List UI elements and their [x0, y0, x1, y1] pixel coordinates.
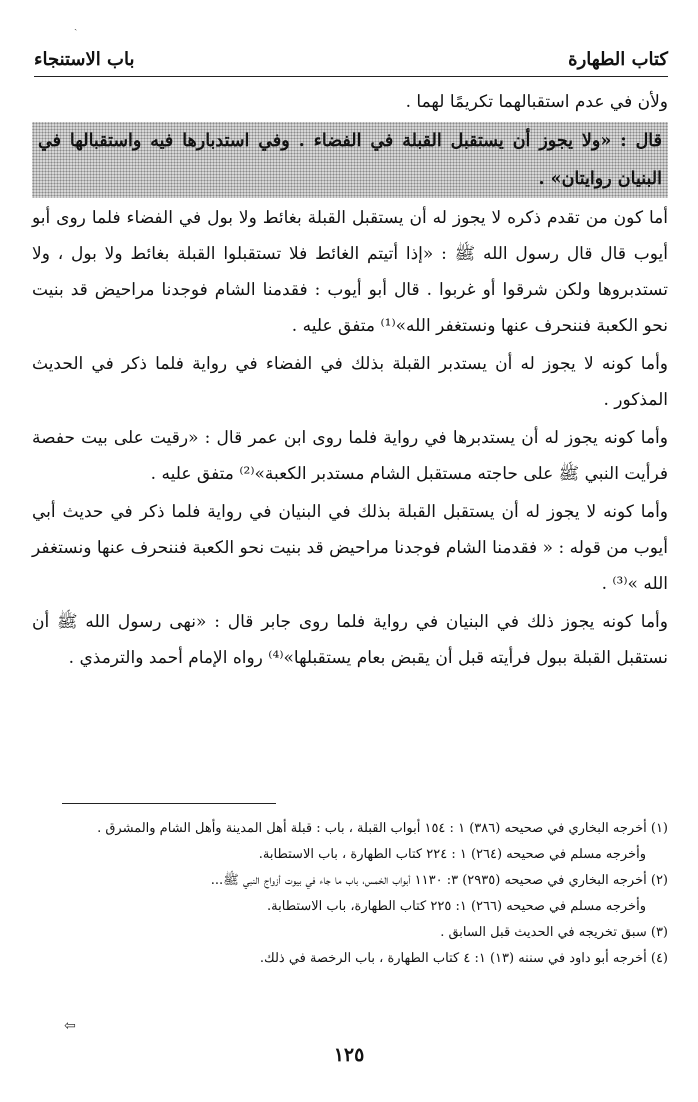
paragraph-1: أما كون من تقدم ذكره لا يجوز له أن يستقبل القبلة بغائط ولا بول في الفضاء فلما روى أبو أيوب قال قال رسول الله ﷺ : «إذا أتيتم الغائط فلا تستقبلوا القبلة بغائط ولا بول ، ولا تستدبروها ولكن شرقوا أو غربوا . قال أبو أيوب : فقدمنا الشام فوجدنا مراحيض قد بنيت نحو الكعبة فننحرف عنها ونستغفر الله»⁽¹⁾ متفق عليه .	[32, 208, 668, 336]
running-header	[34, 42, 668, 77]
corner-mark: ˎ	[74, 20, 78, 31]
chapter-title: باب الاستنجاء	[34, 48, 135, 70]
footnote-2-continued: وأخرجه مسلم في صحيحه (٢٦٦) ١: ٢٢٥ كتاب الطهارة، باب الاستطابة.	[267, 899, 646, 914]
footnote-2: (٢) أخرجه البخاري في صحيحه (٢٩٣٥) ٣: ١١٣٠ أبواب الخمس، باب ما جاء في بيوت أزواج النبي ﷺ...	[210, 873, 668, 888]
footnote-4: (٤) أخرجه أبو داود في سننه (١٣) ١: ٤ كتاب الطهارة ، باب الرخصة في ذلك.	[259, 951, 668, 966]
matn-quote-block: قال : «ولا يجوز أن يستقبل القبلة في الفضاء . وفي استدبارها فيه واستقبالها في البنيان روايتان» .	[32, 122, 668, 198]
footnote-3: (٣) سبق تخريجه في الحديث قبل السابق .	[440, 925, 668, 940]
main-text	[32, 84, 668, 678]
footnote-separator	[62, 803, 276, 804]
footnote-1-continued: وأخرجه مسلم في صحيحه (٢٦٤) ١ : ٢٢٤ كتاب الطهارة ، باب الاستطابة.	[258, 847, 646, 862]
arrow-left-icon[interactable]: ⇦	[64, 1018, 76, 1034]
footnotes	[32, 816, 668, 972]
paragraph-2: وأما كونه لا يجوز له أن يستدبر القبلة بذلك في الفضاء في رواية فلما ذكر في الحديث المذكور .	[32, 354, 668, 410]
paragraph-3: وأما كونه يجوز له أن يستدبرها في رواية فلما روى ابن عمر قال : «رقيت على بيت حفصة فرأيت النبي ﷺ على حاجته مستقبل الشام مستدبر الكعبة»⁽²⁾ متفق عليه .	[32, 428, 668, 484]
intro-line: ولأن في عدم استقبالهما تكريمًا لهما .	[405, 92, 668, 112]
page-number: ١٢٥	[333, 1044, 365, 1066]
paragraph-5: وأما كونه يجوز ذلك في البنيان في رواية فلما روى جابر قال : «نهى رسول الله ﷺ أن نستقبل القبلة ببول فرأيته قبل أن يقبض بعام يستقبلها»⁽⁴⁾ رواه الإمام أحمد والترمذي .	[32, 612, 668, 668]
book-title: كتاب الطهارة	[568, 48, 668, 70]
footnote-1: (١) أخرجه البخاري في صحيحه (٣٨٦) ١ : ١٥٤ أبواب القبلة ، باب : قبلة أهل المدينة وأهل الشام والمشرق .	[97, 821, 668, 836]
paragraph-4: وأما كونه لا يجوز له أن يستقبل القبلة بذلك في البنيان في رواية فلما ذكر في حديث أبي أيوب من قوله : « فقدمنا الشام فوجدنا مراحيض قد بنيت نحو الكعبة فننحرف عنها ونستغفر الله »⁽³⁾ .	[32, 502, 668, 594]
